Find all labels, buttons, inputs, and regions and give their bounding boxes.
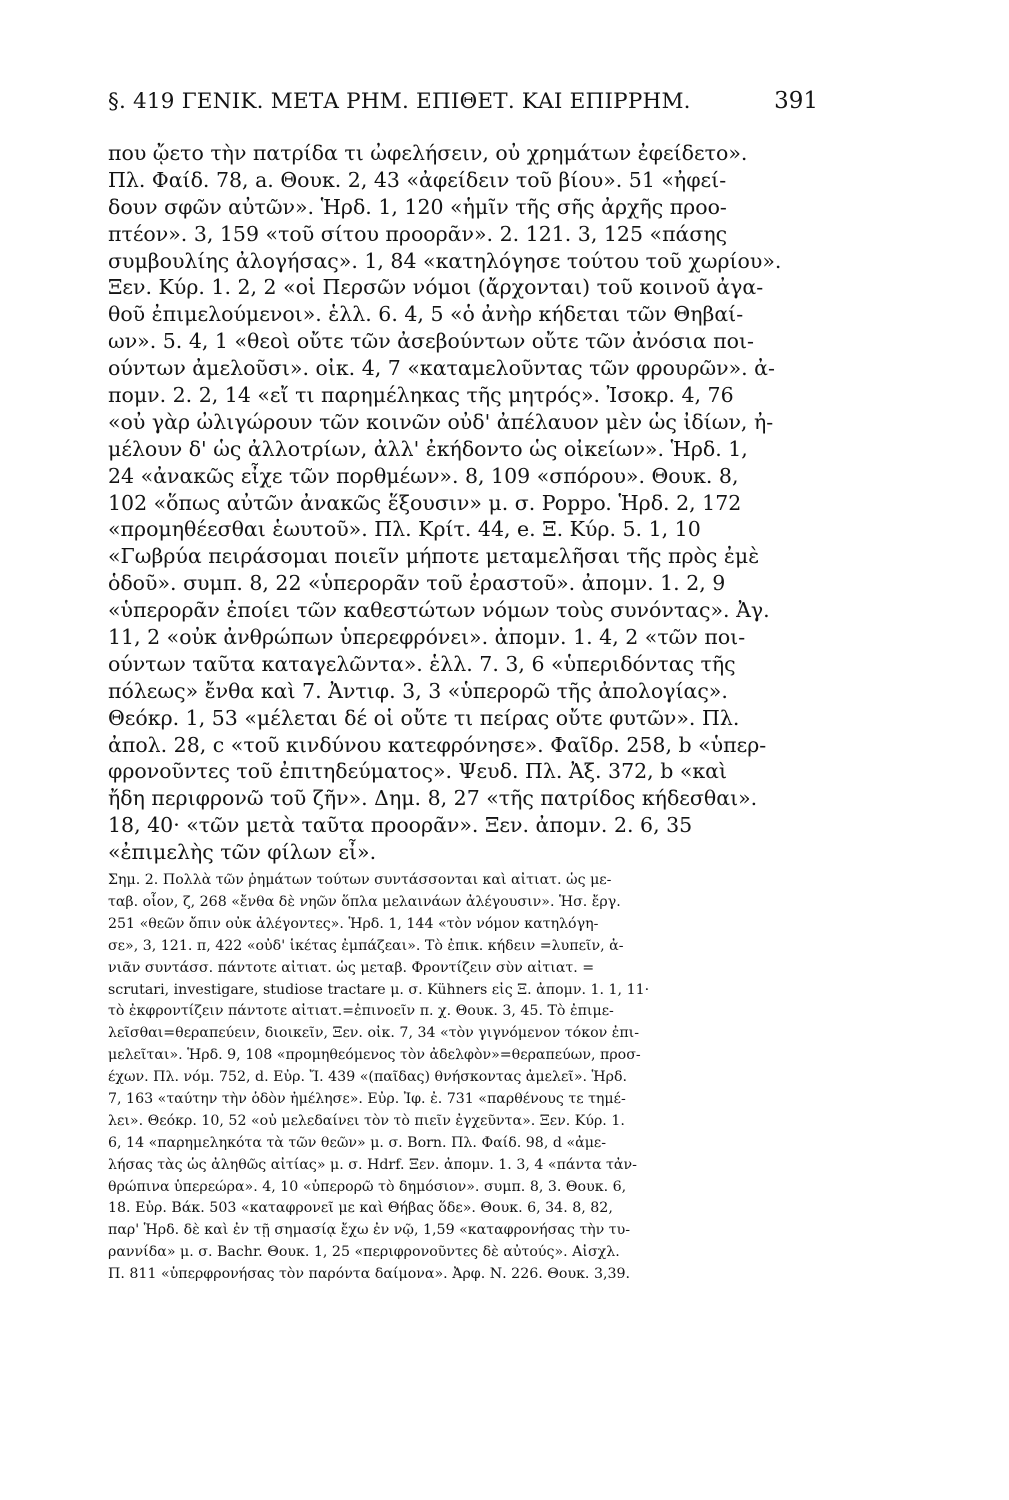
footnote-line: μελεῖται». Ἡρδ. 9, 108 «προμηθεόμενος τὸν ἀδελφὸν»=θεραπεύων, προσ-	[108, 1047, 641, 1064]
text-line: φρονοῦντες τοῦ ἐπιτηδεύματος». Ψευδ. Πλ. Ἀξ. 372, b «καὶ	[108, 759, 728, 784]
text-line: Ξεν. Κύρ. 1. 2, 2 «οἱ Περσῶν νόμοι (ἄρχονται) τοῦ κοινοῦ ἀγα-	[108, 275, 764, 300]
footnote-line: ταβ. οἷον, ζ, 268 «ἔνθα δὲ νηῶν ὅπλα μελαινάων ἀλέγουσιν». Ἡσ. ἔργ.	[108, 893, 621, 910]
text-line: θοῦ ἐπιμελούμενοι». ἑλλ. 6. 4, 5 «ὁ ἀνὴρ κήδεται τῶν Θηβαί-	[108, 302, 744, 327]
footnote-line: θρώπινα ὑπερεώρα». 4, 10 «ὑπερορῶ τὸ δημόσιον». συμπ. 8, 3. Θουκ. 6,	[108, 1178, 627, 1195]
section-heading: §. 419 ΓΕΝΙΚ. ΜΕΤΑ ΡΗΜ. ΕΠΙΘΕΤ. ΚΑΙ ΕΠΙΡΡΗΜ.	[108, 89, 691, 114]
text-line: 11, 2 «οὐκ ἀνθρώπων ὑπερεφρόνει». ἀπομν. 1. 4, 2 «τῶν ποι-	[108, 625, 746, 650]
footnote-line: Σημ. 2. Πολλὰ τῶν ῥημάτων τούτων συντάσσονται καὶ αἰτιατ. ὡς με-	[108, 872, 612, 889]
footnote-line: παρ' Ἡρδ. δὲ καὶ ἐν τῇ σημασίᾳ ἔχω ἐν νῷ, 1,59 «καταφρονήσας τὴν τυ-	[108, 1222, 631, 1239]
page-number: 391	[774, 88, 818, 114]
text-line: 18, 40· «τῶν μετὰ ταῦτα προορᾶν». Ξεν. ἀπομν. 2. 6, 35	[108, 813, 693, 838]
footnote-line: λει». Θεόκρ. 10, 52 «οὐ μελεδαίνει τὸν τὸ πιεῖν ἐγχεῦντα». Ξεν. Κύρ. 1.	[108, 1112, 625, 1129]
text-line: 102 «ὅπως αὐτῶν ἀνακῶς ἕξουσιν» μ. σ. Poppo. Ἡρδ. 2, 172	[108, 490, 742, 515]
book-page	[108, 88, 818, 1418]
footnote-line: νιᾶν συντάσσ. πάντοτε αἰτιατ. ὡς μεταβ. Φροντίζειν σὺν αἰτιατ. =	[108, 959, 595, 976]
footnote-line: λεῖσθαι=θεραπεύειν, διοικεῖν, Ξεν. οἰκ. 7, 34 «τὸν γιγνόμενον τόκον ἐπι-	[108, 1025, 640, 1042]
text-line: «προμηθέεσθαι ἑωυτοῦ». Πλ. Κρίτ. 44, e. Ξ. Κύρ. 5. 1, 10	[108, 517, 701, 542]
text-line: πόλεως» ἔνθα καὶ 7. Ἀντιφ. 3, 3 «ὑπερορῶ τῆς ἀπολογίας».	[108, 678, 728, 703]
text-line: πομν. 2. 2, 14 «εἴ τι παρημέληκας τῆς μητρός». Ἰσοκρ. 4, 76	[108, 383, 734, 408]
footnote-line: Π. 811 «ὑπερφρονήσας τὸν παρόντα δαίμονα». Ἀρφ. Ν. 226. Θουκ. 3,39.	[108, 1266, 631, 1283]
text-line: ούντων ἀμελοῦσι». οἰκ. 4, 7 «καταμελοῦντας τῶν φρουρῶν». ἀ-	[108, 356, 775, 381]
text-line: συμβουλίης ἀλογήσας». 1, 84 «κατηλόγησε τούτου τοῦ χωρίου».	[108, 248, 782, 273]
text-line: «οὐ γὰρ ὠλιγώρουν τῶν κοινῶν οὐδ' ἀπέλαυον μὲν ὡς ἰδίων, ἠ-	[108, 409, 774, 434]
text-line: ἀπολ. 28, c «τοῦ κινδύνου κατεφρόνησε». Φαῖδρ. 258, b «ὑπερ-	[108, 732, 767, 757]
footnote-line: λήσας τὰς ὡς ἀληθῶς αἰτίας» μ. σ. Hdrf. Ξεν. ἀπομν. 1. 3, 4 «πάντα τἀν-	[108, 1156, 637, 1173]
main-text	[108, 140, 818, 866]
text-line: ὁδοῦ». συμπ. 8, 22 «ὑπερορᾶν τοῦ ἐραστοῦ». ἀπομν. 1. 2, 9	[108, 571, 726, 596]
text-line: πτέον». 3, 159 «τοῦ σίτου προορᾶν». 2. 121. 3, 125 «πάσης	[108, 221, 728, 246]
text-line: ούντων ταῦτα καταγελῶντα». ἑλλ. 7. 3, 6 «ὑπεριδόντας τῆς	[108, 651, 736, 676]
footnote-line: 6, 14 «παρημεληκότα τὰ τῶν θεῶν» μ. σ. Born. Πλ. Φαίδ. 98, d «ἀμε-	[108, 1134, 607, 1151]
text-line: «ὑπερορᾶν ἐποίει τῶν καθεστώτων νόμων τοὺς συνόντας». Ἀγ.	[108, 598, 770, 623]
text-line: που ᾤετο τὴν πατρίδα τι ὠφελήσειν, οὐ χρημάτων ἐφείδετο».	[108, 141, 748, 165]
text-line: Πλ. Φαίδ. 78, a. Θουκ. 2, 43 «ἀφείδειν τοῦ βίου». 51 «ἠφεί-	[108, 167, 727, 192]
text-line: «ἐπιμελὴς τῶν φίλων εἶ».	[108, 840, 377, 865]
footnote-line: 7, 163 «ταύτην τὴν ὁδὸν ἠμέλησε». Εὐρ. Ἰφ. ἐ. 731 «παρθένους τε τημέ-	[108, 1090, 626, 1107]
running-header	[108, 88, 818, 128]
text-line: 24 «ἀνακῶς εἶχε τῶν πορθμέων». 8, 109 «σπόρου». Θουκ. 8,	[108, 463, 739, 488]
text-line: ἤδη περιφρονῶ τοῦ ζῆν». Δημ. 8, 27 «τῆς πατρίδος κήδεσθαι».	[108, 786, 758, 811]
footnote	[108, 870, 818, 1286]
text-line: ων». 5. 4, 1 «θεοὶ οὔτε τῶν ἀσεβούντων οὔτε τῶν ἀνόσια ποι-	[108, 329, 754, 354]
text-line: μέλουν δ' ὡς ἀλλοτρίων, ἀλλ' ἐκήδοντο ὡς οἰκείων». Ἡρδ. 1,	[108, 436, 748, 461]
footnote-line: ραννίδα» μ. σ. Bachr. Θουκ. 1, 25 «περιφρονοῦντες δὲ αὐτούς». Αἰσχλ.	[108, 1244, 620, 1261]
footnote-line: 251 «θεῶν ὄπιν οὐκ ἀλέγοντες». Ἡρδ. 1, 144 «τὸν νόμον κατηλόγη-	[108, 915, 599, 932]
footnote-line: scrutari, investigare, studiose tractare μ. σ. Kühners εἰς Ξ. ἀπομν. 1. 1, 11·	[108, 981, 650, 998]
text-line: «Γωβρύα πειράσομαι ποιεῖν μήποτε μεταμελῆσαι τῆς πρὸς ἐμὲ	[108, 544, 760, 569]
footnote-line: σε», 3, 121. π, 422 «οὐδ' ἱκέτας ἐμπάζεαι». Τὸ ἐπικ. κήδειν =λυπεῖν, ἀ-	[108, 937, 624, 954]
footnote-line: τὸ ἐκφροντίζειν πάντοτε αἰτιατ.=ἐπινοεῖν π. χ. Θουκ. 3, 45. Τὸ ἐπιμε-	[108, 1003, 614, 1020]
footnote-line: έχων. Πλ. νόμ. 752, d. Εὐρ. Ἴ. 439 «(παῖδας) θνήσκοντας ἀμελεῖ». Ἡρδ.	[108, 1069, 628, 1086]
text-line: δουν σφῶν αὐτῶν». Ἡρδ. 1, 120 «ἡμῖν τῆς σῆς ἀρχῆς προο-	[108, 194, 727, 219]
footnote-line: 18. Εὐρ. Βάκ. 503 «καταφρονεῖ με καὶ Θήβας ὅδε». Θουκ. 6, 34. 8, 82,	[108, 1200, 613, 1217]
text-line: Θεόκρ. 1, 53 «μέλεται δέ οἱ οὔτε τι πείρας οὔτε φυτῶν». Πλ.	[108, 705, 740, 730]
